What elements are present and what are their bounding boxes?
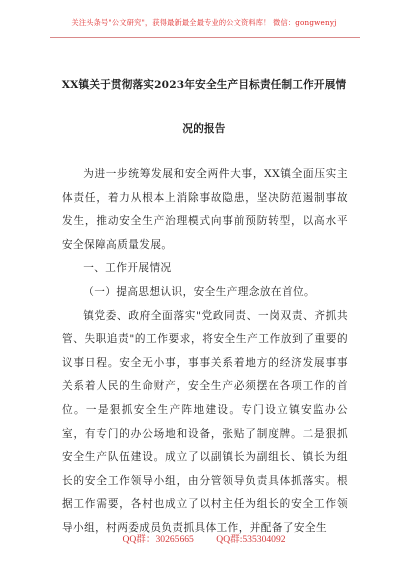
qq-group-1: QQ群：30265665 — [122, 534, 194, 545]
header-divider — [50, 37, 360, 38]
qq-group-2: QQ群:535304092 — [216, 534, 286, 545]
header-notice: 关注头条号"公文研究"，获得最新最全最专业的公文资料库！ 微信：gongwenyj — [71, 18, 337, 27]
body-paragraph: 镇党委、政府全面落实"党政同责、一岗双责、齐抓共管、失职追责"的工作要求，将安全生产工作放到了重要的议事日程。安全无小事，事事关系着地方的经济发展事事关系着人民的生命财产，安全生产必须摆在各项工作的首位。一是狠抓安全生产阵地建设。专门设立镇安监办公室，有专门的办公场地和设备，张贴了制度牌。二是狠抓安全生产队伍建设。成立了以副镇长为副组长、镇长为组长的安全工作领导小组，由分管领导负责具体抓落实。根据工作需要，各村也成立了以村主任为组长的安全工作领导小组，村两委成员负责抓具体工作，并配备了安全生 — [62, 309, 348, 534]
document-title: XX镇关于贯彻落实2023年安全生产目标责任制工作开展情况的报告 — [61, 79, 347, 135]
intro-paragraph: 为进一步统筹发展和安全两件大事，XX镇全面压实主体责任，着力从根本上消除事故隐患，坚决防范遏制事故发生，推动安全生产治理模式向事前预防转型，以高水平安全保障高质量发展。 — [62, 168, 348, 251]
footer-contact — [0, 531, 408, 545]
section-heading: 一、工作开展情况 — [83, 262, 172, 275]
subsection-heading: （一）提高思想认识，安全生产理念放在首位。 — [83, 285, 316, 298]
document-body — [62, 163, 348, 541]
